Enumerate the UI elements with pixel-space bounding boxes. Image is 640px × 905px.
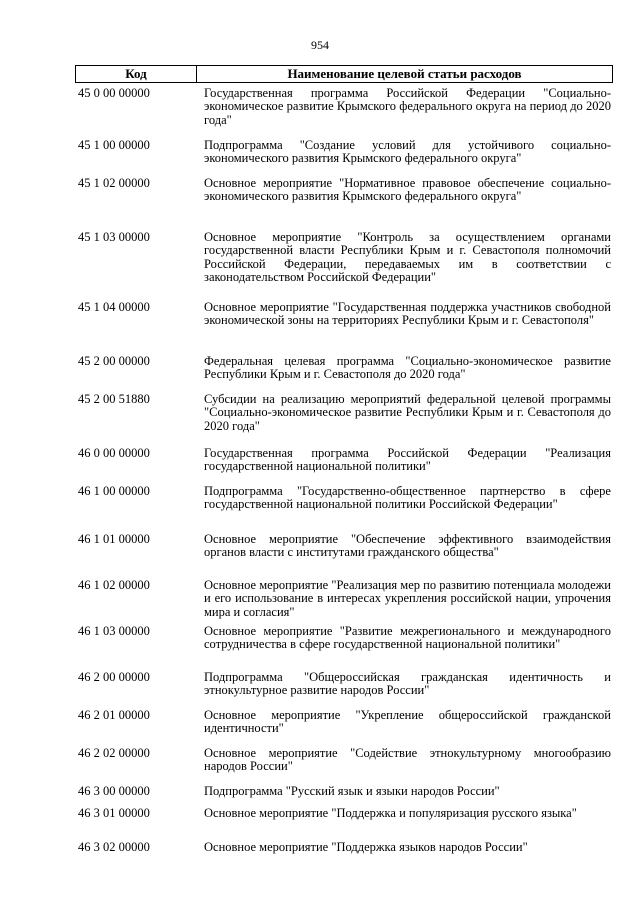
- row-code: 46 3 01 00000: [78, 806, 150, 820]
- table-row: [75, 533, 613, 579]
- row-name: Государственная программа Российской Федерации "Реализация государственной национальной политики": [204, 446, 611, 474]
- row-name: Подпрограмма "Создание условий для устойчивого социально-экономического развития Крымского федерального округа": [204, 138, 611, 166]
- table-row: [75, 231, 613, 301]
- table-row: [75, 785, 613, 807]
- table-row: [75, 807, 613, 841]
- row-code: 45 2 00 51880: [78, 392, 150, 406]
- row-name: Подпрограмма "Общероссийская гражданская идентичность и этнокультурное развитие народов России": [204, 670, 611, 698]
- row-name: Основное мероприятие "Реализация мер по развитию потенциала молодежи и его использование в интересах укрепления российской нации, упрочения мира и согласия": [204, 578, 611, 619]
- table-row: [75, 841, 613, 859]
- header-code: Код: [76, 66, 197, 82]
- table-row: [75, 139, 613, 177]
- page-number: 954: [311, 38, 329, 52]
- row-code: 46 3 02 00000: [78, 840, 150, 854]
- row-code: 45 0 00 00000: [78, 86, 150, 100]
- table-row: [75, 355, 613, 393]
- row-code: 46 2 02 00000: [78, 746, 150, 760]
- row-code: 45 1 03 00000: [78, 230, 150, 244]
- row-code: 46 1 00 00000: [78, 484, 150, 498]
- row-name: Субсидии на реализацию мероприятий федеральной целевой программы "Социально-экономическое развитие Республики Крым и г. Севастополя до 2020 года": [204, 392, 611, 433]
- row-name: Основное мероприятие "Государственная поддержка участников свободной экономической зоны на территориях Республики Крым и г. Севастополя": [204, 300, 611, 328]
- table-row: [75, 747, 613, 785]
- table-row: [75, 709, 613, 747]
- row-name: Государственная программа Российской Федерации "Социально-экономическое развитие Крымского федерального округа на период до 2020 года": [204, 86, 611, 127]
- row-code: 46 2 00 00000: [78, 670, 150, 684]
- row-code: 45 1 04 00000: [78, 300, 150, 314]
- table-row: [75, 447, 613, 485]
- table-row: [75, 301, 613, 355]
- table-row: [75, 393, 613, 447]
- row-code: 45 1 00 00000: [78, 138, 150, 152]
- row-code: 46 2 01 00000: [78, 708, 150, 722]
- row-name: Основное мероприятие "Развитие межрегионального и международного сотрудничества в сфере государственной национальной политики": [204, 624, 611, 652]
- row-code: 45 2 00 00000: [78, 354, 150, 368]
- header-name: Наименование целевой статьи расходов: [287, 66, 522, 81]
- row-name: Основное мероприятие "Контроль за осуществлением органами государственной власти Республики Крым и г. Севастополя полномочий Российской Федерации, передаваемых им в соответствии с законодательством Российской Федерации": [204, 230, 611, 285]
- row-name: Основное мероприятие "Нормативное правовое обеспечение социально-экономического развития Крымского федерального округа": [204, 176, 611, 204]
- row-code: 46 1 01 00000: [78, 532, 150, 546]
- row-code: 45 1 02 00000: [78, 176, 150, 190]
- row-name: Подпрограмма "Русский язык и языки народов России": [204, 784, 500, 798]
- table-row: [75, 625, 613, 671]
- row-code: 46 3 00 00000: [78, 784, 150, 798]
- table-row: [75, 671, 613, 709]
- row-name: Основное мероприятие "Обеспечение эффективного взаимодействия органов власти с институтами гражданского общества": [204, 532, 611, 560]
- table-row: [75, 485, 613, 533]
- table-row: [75, 87, 613, 139]
- row-name: Основное мероприятие "Содействие этнокультурному многообразию народов России": [204, 746, 611, 774]
- row-code: 46 0 00 00000: [78, 446, 150, 460]
- table-row: [75, 579, 613, 625]
- row-name: Подпрограмма "Государственно-общественное партнерство в сфере государственной национальной политики Российской Федерации": [204, 484, 611, 512]
- table-body: [75, 87, 613, 859]
- table-row: [75, 177, 613, 231]
- budget-table: [75, 65, 613, 859]
- row-code: 46 1 02 00000: [78, 578, 150, 592]
- table-header: [75, 65, 613, 83]
- row-code: 46 1 03 00000: [78, 624, 150, 638]
- row-name: Основное мероприятие "Поддержка и популяризация русского языка": [204, 806, 577, 820]
- row-name: Основное мероприятие "Поддержка языков народов России": [204, 840, 528, 854]
- row-name: Федеральная целевая программа "Социально-экономическое развитие Республики Крым и г. Севастополя до 2020 года": [204, 354, 611, 382]
- row-name: Основное мероприятие "Укрепление общероссийской гражданской идентичности": [204, 708, 611, 736]
